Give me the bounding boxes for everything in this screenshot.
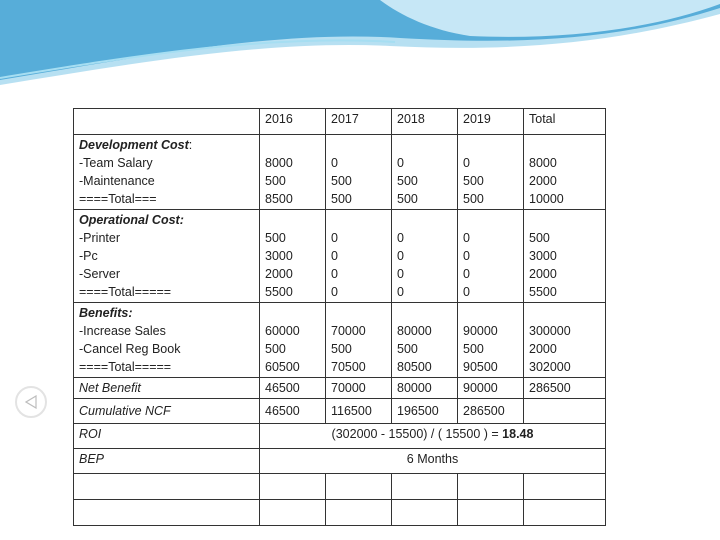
header-cell xyxy=(74,109,260,135)
empty-cell xyxy=(392,474,458,500)
roi-formula: (302000 - 15500) / ( 15500 ) = xyxy=(331,427,499,441)
header-wave-decoration xyxy=(0,0,720,90)
value-cell: 60000 500 60500 xyxy=(260,303,326,378)
bep-row xyxy=(74,449,606,474)
roi-formula-cell xyxy=(260,424,606,449)
line-item-label: -Team Salary xyxy=(79,156,153,170)
line-item-label: ====Total===== xyxy=(79,285,172,299)
bep-value-cell: 6 Months xyxy=(260,449,606,474)
value-cell: 0 500 500 xyxy=(458,135,524,210)
empty-row xyxy=(74,500,606,526)
row-label-cell: ROI xyxy=(74,424,260,449)
value-cell: 80000 500 80500 xyxy=(392,303,458,378)
empty-cell xyxy=(326,474,392,500)
value-cell: 70000 500 70500 xyxy=(326,303,392,378)
empty-cell xyxy=(458,474,524,500)
value-cell: 0 500 500 xyxy=(326,135,392,210)
value-cell: 90000 xyxy=(458,378,524,399)
value-cell: 90000 500 90500 xyxy=(458,303,524,378)
line-item-label: -Increase Sales xyxy=(79,324,166,338)
value-cell: 286500 xyxy=(458,399,524,424)
row-label-cell: BEP xyxy=(74,449,260,474)
row-label-cell xyxy=(74,303,260,378)
table-row xyxy=(74,210,606,303)
value-cell: 0 0 0 0 xyxy=(392,210,458,303)
line-item-label: -Printer xyxy=(79,231,120,245)
line-item-label: ====Total=== xyxy=(79,192,157,206)
value-cell: 286500 xyxy=(524,378,606,399)
section-title: Operational Cost: xyxy=(79,213,184,227)
line-item-label: ====Total===== xyxy=(79,360,172,374)
empty-row xyxy=(74,474,606,500)
empty-cell xyxy=(326,500,392,526)
cost-benefit-table xyxy=(73,108,606,526)
value-cell: 0 0 0 0 xyxy=(326,210,392,303)
value-cell: 8000 2000 10000 xyxy=(524,135,606,210)
row-label-cell: Cumulative NCF xyxy=(74,399,260,424)
net-benefit-row xyxy=(74,378,606,399)
empty-cell xyxy=(392,500,458,526)
value-cell: 196500 xyxy=(392,399,458,424)
table-header-row xyxy=(74,109,606,135)
empty-cell xyxy=(524,474,606,500)
value-cell: 116500 xyxy=(326,399,392,424)
line-item-label: -Server xyxy=(79,267,120,281)
empty-cell xyxy=(458,500,524,526)
value-cell: 500 3000 2000 5500 xyxy=(260,210,326,303)
value-cell: 0 500 500 xyxy=(392,135,458,210)
roi-row xyxy=(74,424,606,449)
line-item-label: -Cancel Reg Book xyxy=(79,342,181,356)
value-cell: 70000 xyxy=(326,378,392,399)
row-label-cell: Net Benefit xyxy=(74,378,260,399)
line-item-label: -Maintenance xyxy=(79,174,155,188)
header-cell: 2019 xyxy=(458,109,524,135)
empty-cell xyxy=(74,474,260,500)
line-item-label: -Pc xyxy=(79,249,98,263)
section-title: Development Cost xyxy=(79,138,189,152)
cumulative-ncf-row xyxy=(74,399,606,424)
previous-slide-button[interactable] xyxy=(15,386,47,418)
value-cell: 500 3000 2000 5500 xyxy=(524,210,606,303)
row-label-cell xyxy=(74,135,260,210)
header-cell: 2016 xyxy=(260,109,326,135)
empty-cell xyxy=(260,500,326,526)
header-cell: Total xyxy=(524,109,606,135)
value-cell: 300000 2000 302000 xyxy=(524,303,606,378)
triangle-left-icon xyxy=(25,395,37,409)
row-label-cell xyxy=(74,210,260,303)
section-title: Benefits: xyxy=(79,306,133,320)
empty-cell xyxy=(260,474,326,500)
value-cell: 8000 500 8500 xyxy=(260,135,326,210)
table-row xyxy=(74,303,606,378)
empty-cell xyxy=(524,500,606,526)
roi-result: 18.48 xyxy=(502,427,534,441)
value-cell xyxy=(524,399,606,424)
header-cell: 2018 xyxy=(392,109,458,135)
value-cell: 46500 xyxy=(260,378,326,399)
value-cell: 80000 xyxy=(392,378,458,399)
empty-cell xyxy=(74,500,260,526)
header-cell: 2017 xyxy=(326,109,392,135)
table-row xyxy=(74,135,606,210)
value-cell: 46500 xyxy=(260,399,326,424)
value-cell: 0 0 0 0 xyxy=(458,210,524,303)
section-title-suffix: : xyxy=(188,138,193,152)
